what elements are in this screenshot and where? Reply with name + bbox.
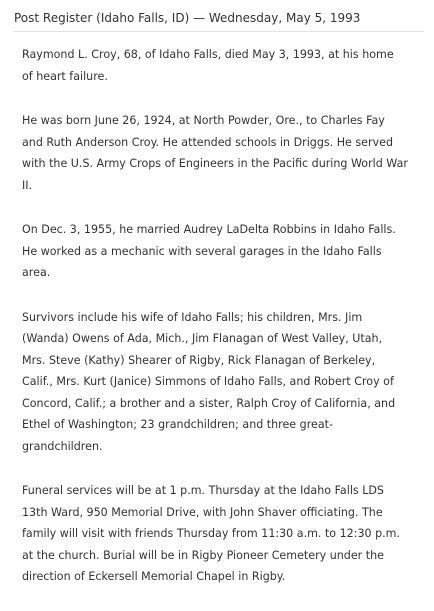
- header-divider: [14, 31, 424, 32]
- paragraph-death-notice: Raymond L. Croy, 68, of Idaho Falls, died May 3, 1993, at his home of heart failure.: [22, 48, 394, 83]
- paragraph-survivors: Survivors include his wife of Idaho Falls; his children, Mrs. Jim (Wanda) Owens of Ada, Mich., Jim Flanagan of West Valley, Utah, Mrs. Steve (Kathy) Shearer of Rigby, Rick Flanagan of Berkeley, Calif., Mrs. Kurt (Janice) Simmons of Idaho Falls, and Robert Croy of Concord, Calif.; a brother and a sister, Ralph Croy of California, and Ethel of Washington; 23 grandchildren; and three great- grandchildren.: [22, 310, 396, 453]
- paragraph-birth-background: He was born June 26, 1924, at North Powder, Ore., to Charles Fay and Ruth Anderson Croy. He attended schools in Driggs. He served with the U.S. Army Crops of Engineers in the Pacific during World War II.: [22, 114, 408, 192]
- publication-header: Post Register (Idaho Falls, ID) — Wednesday, May 5, 1993: [14, 11, 361, 25]
- obituary-body: [22, 44, 428, 611]
- paragraph-marriage-career: On Dec. 3, 1955, he married Audrey LaDelta Robbins in Idaho Falls. He worked as a mechanic with several garages in the Idaho Falls area.: [22, 223, 396, 279]
- paragraph-funeral-services: Funeral services will be at 1 p.m. Thursday at the Idaho Falls LDS 13th Ward, 950 Memorial Drive, with John Shaver officiating. The family will visit with friends Thursday from 11:30 a.m. to 12:30 p.m. at the church. Burial will be in Rigby Pioneer Cemetery under the direction of Eckersell Memorial Chapel in Rigby.: [22, 484, 401, 583]
